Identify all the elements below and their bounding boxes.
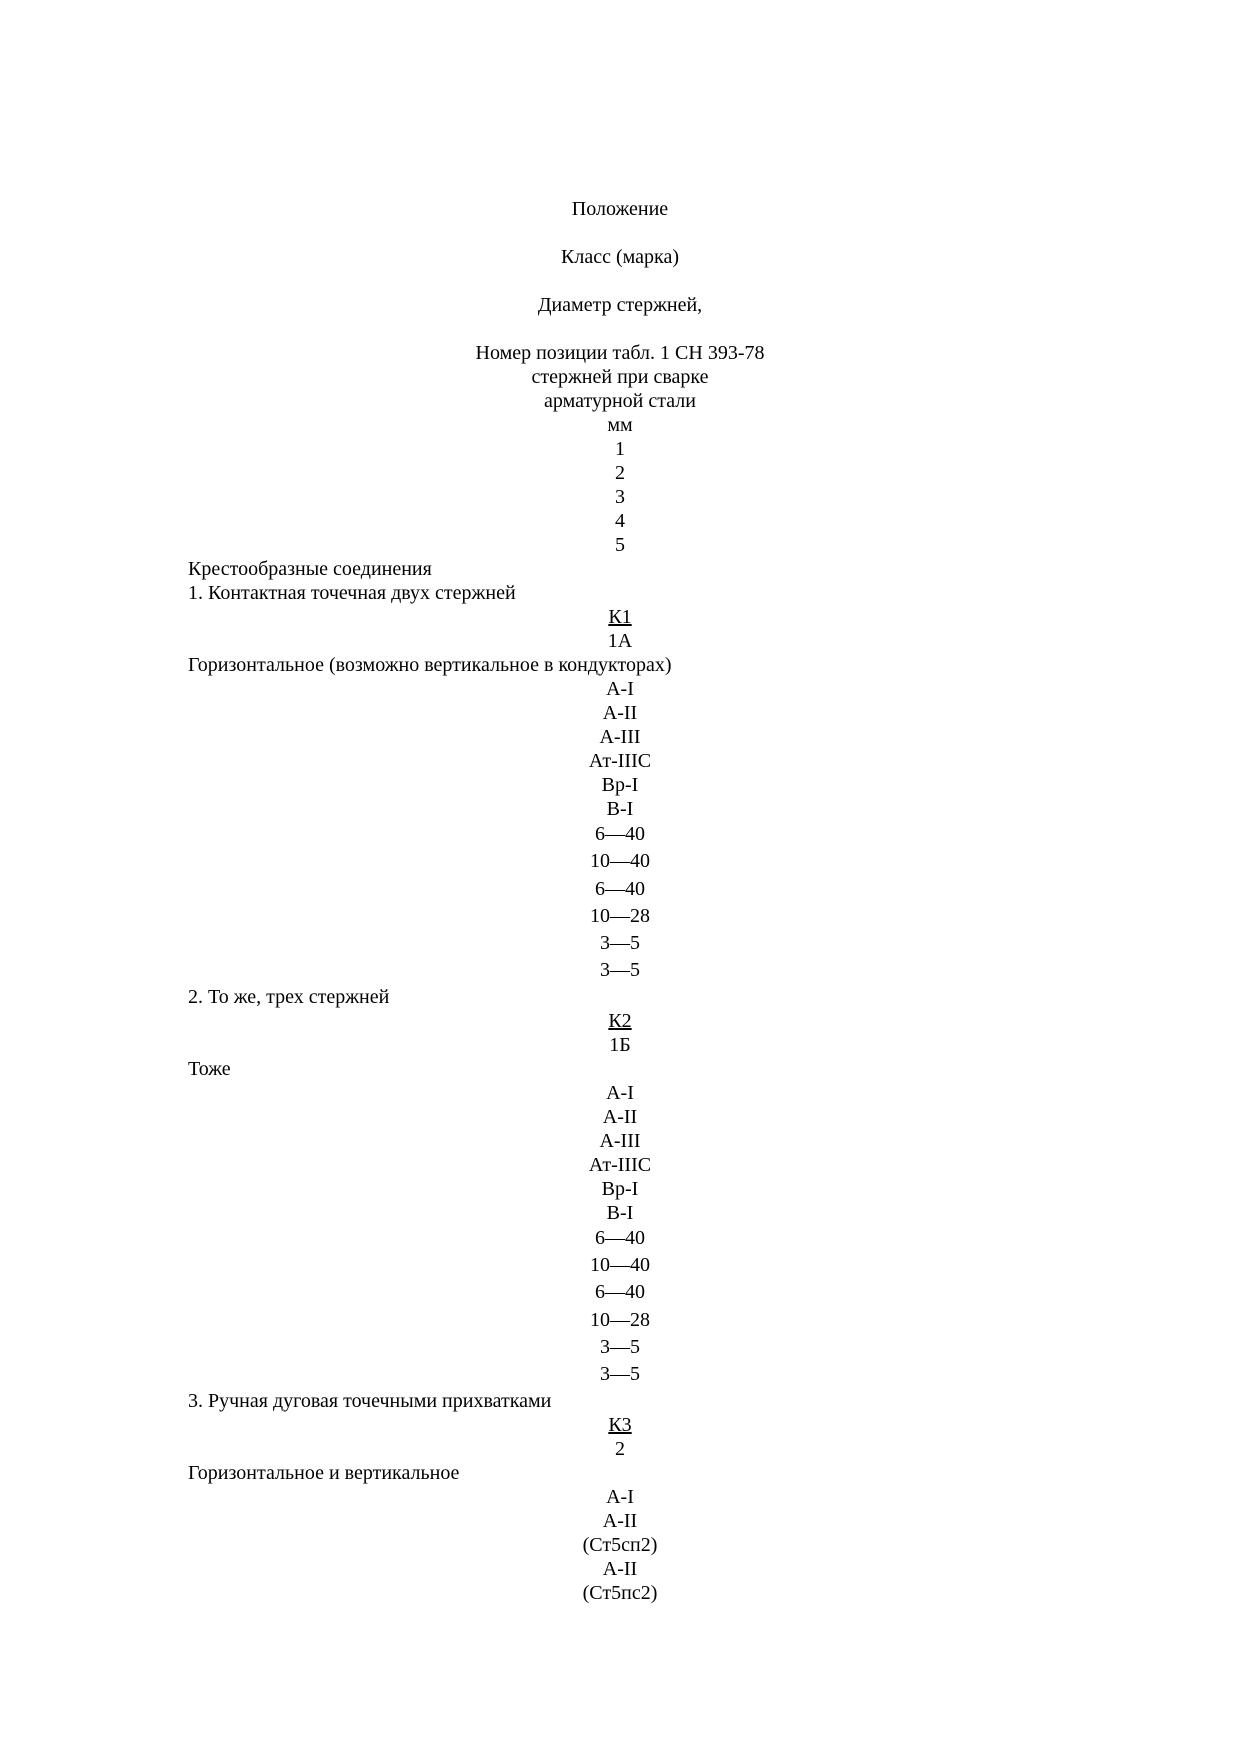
- bar-diameter: 6—40: [595, 1281, 645, 1304]
- steel-class: В-I: [606, 798, 634, 820]
- bar-diameter: 10—40: [590, 1254, 650, 1277]
- header-position: Положение: [571, 198, 669, 220]
- steel-class: А-II: [602, 1557, 638, 1580]
- bar-diameter: 6—40: [595, 1226, 645, 1249]
- steel-class: Вр-I: [601, 1177, 639, 1200]
- steel-class: (Ст5сп2): [582, 1533, 658, 1556]
- item-table-position: 1Б: [609, 1033, 631, 1056]
- bar-diameter: 6—40: [595, 877, 645, 900]
- item-code-text: К1: [608, 606, 632, 628]
- header-bars-welding: стержней при сварке: [531, 366, 709, 388]
- steel-class: А-II: [602, 1105, 638, 1128]
- bar-diameter: 10—28: [590, 904, 650, 927]
- column-number: 1: [615, 438, 625, 460]
- document-page: [188, 197, 1052, 1605]
- steel-class: А-III: [599, 726, 641, 748]
- steel-class: А-I: [606, 678, 634, 700]
- bar-diameter: 6—40: [595, 823, 645, 845]
- steel-class: А-II: [602, 702, 638, 724]
- item-welding-position: Горизонтальное и вертикальное: [188, 1461, 460, 1484]
- bar-diameter: 10—40: [590, 850, 650, 873]
- steel-class: А-II: [602, 1509, 638, 1532]
- steel-class: А-III: [599, 1129, 641, 1152]
- steel-class: А-I: [606, 1081, 634, 1104]
- item-welding-position: Тоже: [188, 1057, 231, 1080]
- bar-diameter: 3—5: [600, 1335, 640, 1358]
- column-number: 4: [615, 510, 625, 532]
- item-name: 3. Ручная дуговая точечными прихватками: [188, 1389, 552, 1412]
- item-code: [188, 605, 1052, 629]
- bar-diameter: 3—5: [600, 1363, 640, 1386]
- column-number: 2: [615, 462, 625, 484]
- item-code: [188, 1413, 1052, 1437]
- steel-class: (Ст5пс2): [582, 1581, 658, 1604]
- column-number: 5: [615, 534, 625, 556]
- steel-class: Ат-IIIС: [588, 1153, 652, 1176]
- item-code-text: К3: [608, 1413, 632, 1436]
- item-code: [188, 1009, 1052, 1033]
- steel-class: А-I: [606, 1485, 634, 1508]
- column-number: 3: [615, 486, 625, 508]
- header-position-number: Номер позиции табл. 1 СН 393-78: [475, 342, 765, 364]
- steel-class: Вр-I: [601, 774, 639, 796]
- bar-diameter: 10—28: [590, 1308, 650, 1331]
- item-welding-position: Горизонтальное (возможно вертикальное в кондукторах): [188, 654, 672, 676]
- bar-diameter: 3—5: [600, 932, 640, 955]
- item-name: 2. То же, трех стержней: [188, 985, 390, 1008]
- header-rebar-steel: арматурной стали: [544, 390, 696, 412]
- header-unit-mm: мм: [607, 414, 633, 436]
- header-diameter: Диаметр стержней,: [537, 294, 703, 316]
- item-name: 1. Контактная точечная двух стержней: [188, 582, 516, 604]
- item-code-text: К2: [608, 1009, 632, 1032]
- header-class-grade: Класс (марка): [561, 246, 679, 268]
- bar-diameter: 3—5: [600, 959, 640, 982]
- steel-class: В-I: [606, 1201, 634, 1224]
- section-title: Крестообразные соединения: [188, 558, 432, 580]
- steel-class: Ат-IIIС: [588, 750, 652, 772]
- item-table-position: 2: [615, 1437, 625, 1460]
- item-table-position: 1А: [607, 630, 633, 652]
